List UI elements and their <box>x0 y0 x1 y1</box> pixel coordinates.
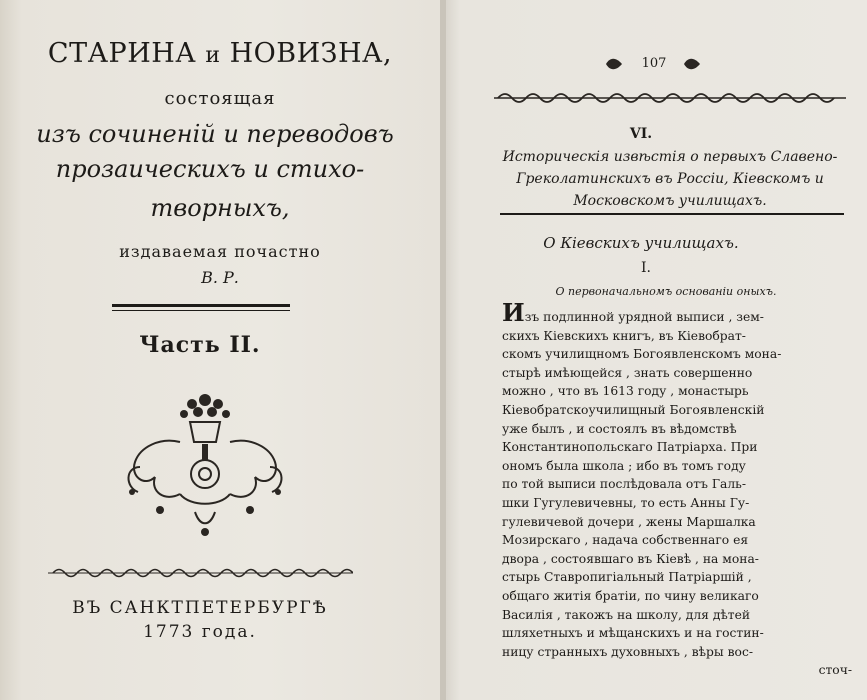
paragraph-line: гулевичевой дочери , жены Маршалка <box>502 514 756 529</box>
paragraph-line: шки Гугулевичевны, то есть Анны Гу- <box>502 495 750 510</box>
paragraph-line: Кіевобратскоучилищный Богоявленскій <box>502 402 765 417</box>
publisher-initials: В. Р. <box>201 268 239 287</box>
paragraph-line: Константинопольскаго Патріарха. При <box>502 440 758 455</box>
section-rule <box>500 213 844 215</box>
paragraph-line: можно , что въ 1613 году , монастырь <box>502 384 749 399</box>
paragraph-line: ономъ была школа ; ибо въ томъ году <box>502 458 746 473</box>
right-page <box>446 0 867 700</box>
paragraph-line: по той выписи послѣдовала отъ Галь- <box>502 477 746 492</box>
drop-cap: И <box>502 298 525 327</box>
chapter-number: I. <box>641 260 651 276</box>
paragraph-line: Василія , такожъ на школу, для дѣтей <box>502 607 751 622</box>
title-rule-thin <box>112 310 290 311</box>
leaf-ornament-icon <box>682 57 702 71</box>
vignette-ornament-icon <box>120 382 290 542</box>
subtitle-line-1: изъ сочиненій и переводовъ <box>36 120 394 148</box>
subtitle-line-3: творныхъ, <box>150 194 290 222</box>
subsection-title: О Кіевскихъ училищахъ. <box>543 234 739 252</box>
book-title: СТАРИНА и НОВИЗНА, <box>47 38 393 69</box>
section-number: VI. <box>629 126 653 142</box>
paragraph-line: скихъ Кіевскихъ книгъ, въ Кіевобрат- <box>502 328 746 343</box>
paragraph-line: Мозирскаго , надача собственнаго ея <box>502 533 749 548</box>
title-rule <box>112 304 290 307</box>
paragraph-line: стырѣ имѣющейся , знать совершенно <box>502 365 753 380</box>
paragraph-line: общаго житія братіи, по чину великаго <box>502 588 759 603</box>
paragraph-line: уже былъ , и состоялъ въ вѣдомствѣ <box>502 421 737 436</box>
paragraph-line: двора , состоявшаго въ Кіевѣ , на мона- <box>502 551 759 566</box>
body-paragraph <box>502 298 852 680</box>
headpiece-band-icon <box>494 90 846 106</box>
subtitle-line-2: прозаическихъ и стихо- <box>55 155 365 183</box>
paragraph-line: скомъ училищномъ Богоявленскомъ мона- <box>502 347 782 362</box>
subtitle-consisting: состоящая <box>164 88 276 109</box>
ornamental-band-icon <box>48 566 353 580</box>
section-title: Историческія извѣстія о первыхъ Славено-Греколатинскихъ въ Россіи, Кіевскомъ и Московскомъ училищахъ. <box>502 149 838 209</box>
paragraph-line: Изъ подлинной урядной выписи , зем- <box>502 298 764 327</box>
imprint-year: 1773 года. <box>143 622 257 642</box>
chapter-title: О первоначальномъ основаніи оныхъ. <box>555 285 777 298</box>
paragraph-line: сточ- <box>818 663 852 678</box>
imprint-city: ВЪ САНКТПЕТЕРБУРГѢ <box>72 598 328 618</box>
paragraph-line: стырь Ставропигіальный Патріаршій , <box>502 570 752 585</box>
paragraph-line: шляхетныхъ и мѣщанскихъ и на гостин- <box>502 626 764 641</box>
part-label: Часть II. <box>139 332 261 358</box>
paragraph-line: ницу странныхъ духовныхъ , вѣры вос- <box>502 644 753 659</box>
publisher-line: издаваемая почастно <box>119 242 321 261</box>
page-number: 107 <box>641 56 667 71</box>
